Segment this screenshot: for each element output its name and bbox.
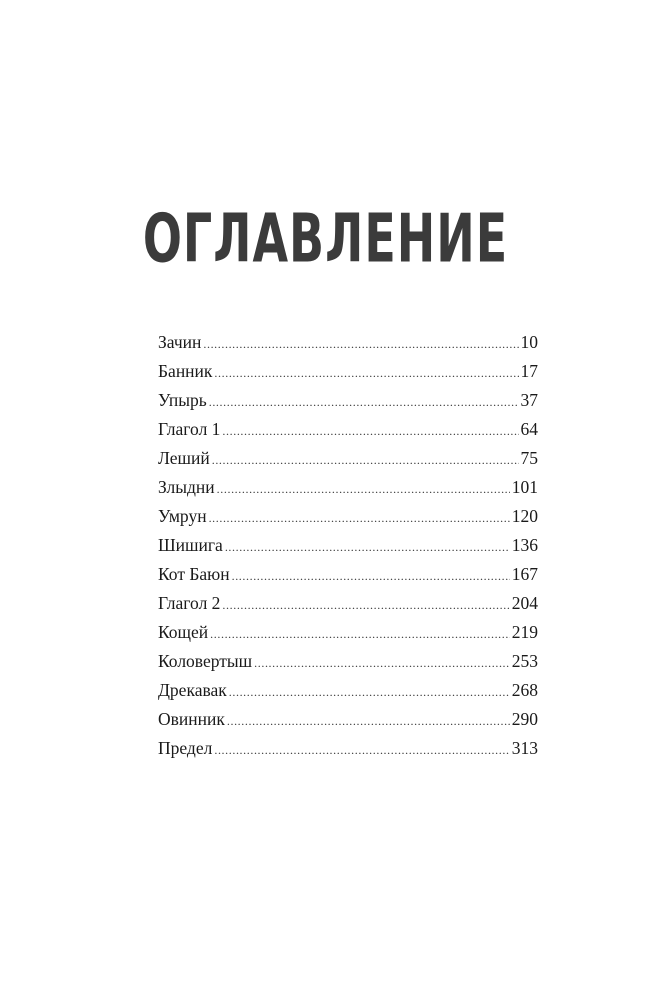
toc-entry-page: 204 xyxy=(511,593,538,613)
toc-entry[interactable] xyxy=(158,444,538,473)
toc-entry-page: 268 xyxy=(511,680,538,700)
toc-entry-label: Леший xyxy=(158,448,210,468)
toc-entry-label: Дрекавак xyxy=(158,680,227,700)
dot-leader xyxy=(229,678,510,707)
dot-leader xyxy=(222,591,509,620)
toc-entry-page: 75 xyxy=(520,448,538,468)
dot-leader xyxy=(214,736,509,765)
toc-entry-page: 253 xyxy=(511,651,538,671)
toc-entry-label: Кот Баюн xyxy=(158,564,230,584)
toc-entry[interactable] xyxy=(158,618,538,647)
toc-entry[interactable] xyxy=(158,531,538,560)
dot-leader xyxy=(209,504,510,533)
toc-entry-label: Глагол 2 xyxy=(158,593,221,613)
toc-entry[interactable] xyxy=(158,647,538,676)
toc-entry-page: 101 xyxy=(511,477,538,497)
dot-leader xyxy=(232,562,510,591)
dot-leader xyxy=(227,707,510,736)
toc-entry-label: Злыдни xyxy=(158,477,215,497)
dot-leader xyxy=(217,475,510,504)
toc-entry[interactable] xyxy=(158,560,538,589)
toc-entry-page: 167 xyxy=(511,564,538,584)
toc-entry-label: Шишига xyxy=(158,535,223,555)
toc-entry[interactable] xyxy=(158,357,538,386)
toc-entry[interactable] xyxy=(158,589,538,618)
dot-leader xyxy=(214,359,518,388)
toc-entry-page: 17 xyxy=(520,361,538,381)
page-title: ОГЛАВЛЕНИЕ xyxy=(142,199,509,278)
toc-entry-page: 219 xyxy=(511,622,538,642)
toc-entry-page: 64 xyxy=(520,419,538,439)
dot-leader xyxy=(203,330,518,359)
toc-entry-page: 120 xyxy=(511,506,538,526)
toc-entry-page: 136 xyxy=(511,535,538,555)
toc-entry[interactable] xyxy=(158,676,538,705)
toc-entry[interactable] xyxy=(158,415,538,444)
dot-leader xyxy=(222,417,518,446)
dot-leader xyxy=(212,446,519,475)
toc-entry-page: 313 xyxy=(511,738,538,758)
dot-leader xyxy=(225,533,510,562)
dot-leader xyxy=(210,620,510,649)
toc-entry[interactable] xyxy=(158,328,538,357)
toc-entry-label: Зачин xyxy=(158,332,202,352)
toc-entry[interactable] xyxy=(158,473,538,502)
toc-entry-page: 10 xyxy=(520,332,538,352)
table-of-contents xyxy=(158,328,538,763)
toc-entry-label: Глагол 1 xyxy=(158,419,221,439)
toc-entry-label: Умрун xyxy=(158,506,207,526)
toc-entry[interactable] xyxy=(158,734,538,763)
toc-entry-label: Коловертыш xyxy=(158,651,253,671)
toc-entry-label: Овинник xyxy=(158,709,225,729)
toc-entry-page: 290 xyxy=(511,709,538,729)
dot-leader xyxy=(209,388,519,417)
toc-entry-label: Банник xyxy=(158,361,213,381)
toc-entry-label: Кощей xyxy=(158,622,209,642)
toc-entry-page: 37 xyxy=(520,390,538,410)
toc-entry[interactable] xyxy=(158,502,538,531)
toc-entry[interactable] xyxy=(158,386,538,415)
toc-entry[interactable] xyxy=(158,705,538,734)
toc-entry-label: Предел xyxy=(158,738,213,758)
dot-leader xyxy=(254,649,510,678)
toc-entry-label: Упырь xyxy=(158,390,207,410)
